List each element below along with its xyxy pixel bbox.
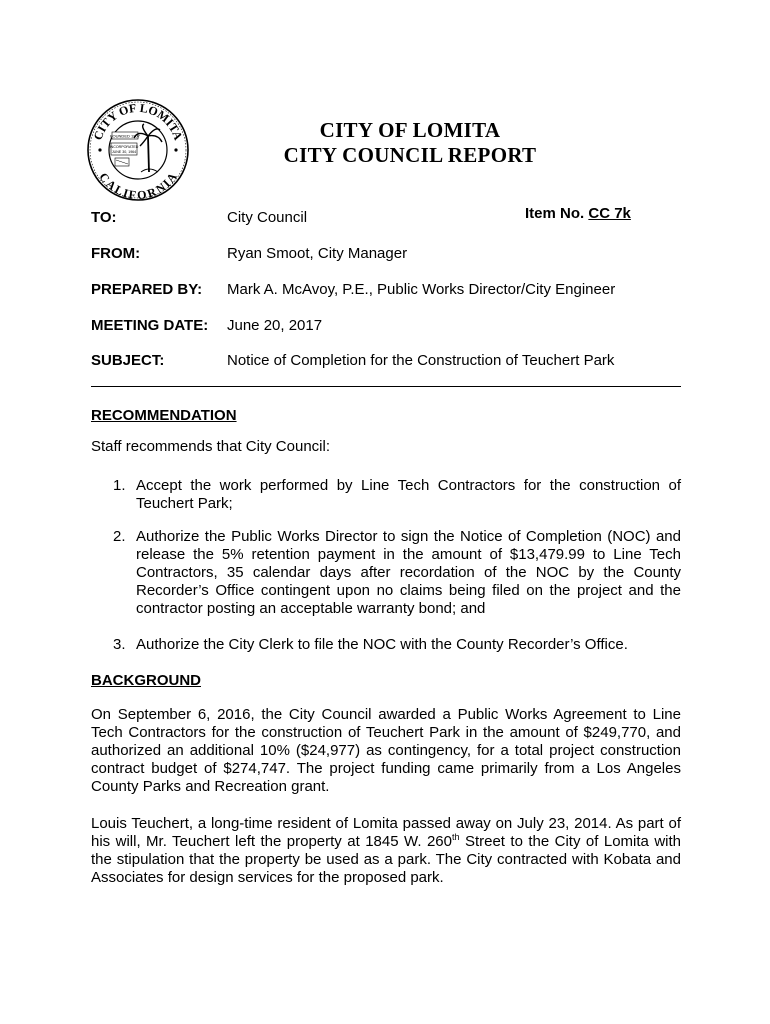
- para2-superscript: th: [451, 832, 460, 842]
- list-text: Authorize the Public Works Director to sign the Notice of Completion (NOC) and release the 5% retention payment in the amount of $13,479.99 to Line Tech Contractors, 35 calendar days after recordation of the NOC by the County Recorder’s Office contingent upon no claims being filed on the project and the contractor posting an acceptable warranty bond; and: [136, 528, 681, 617]
- from-label: FROM:: [91, 245, 141, 262]
- para2-text-a: Louis Teuchert, a long-time resident of Lomita passed away on July 23, 2014. As part of his will, Mr. Teuchert left the property at 1845 W. 260: [91, 815, 681, 850]
- svg-text:CALIFORNIA: [96, 170, 179, 202]
- subject-value: Notice of Completion for the Construction of Teuchert Park: [227, 352, 615, 369]
- prepared-by-label: PREPARED BY:: [91, 281, 203, 298]
- seal-incorporated-text: INCORPORATED: [109, 145, 139, 149]
- recommendation-item: [113, 636, 681, 654]
- seal-founded-text: FOUNDED 1907: [110, 133, 140, 139]
- from-value: Ryan Smoot, City Manager: [227, 245, 408, 262]
- recommendation-item: [113, 477, 681, 513]
- list-text: Authorize the City Clerk to file the NOC with the County Recorder’s Office.: [136, 636, 628, 653]
- to-value: City Council: [227, 209, 308, 226]
- recommendation-item: [113, 528, 681, 618]
- list-number: 2.: [113, 528, 126, 545]
- para2-text-b: Street to the City of Lomita with the stipulation that the property be used as a park. The City contracted with Kobata and Associates for design services for the proposed park.: [91, 833, 682, 886]
- header-divider: [91, 386, 681, 387]
- seal-top-text: CITY OF LOMITA: [90, 100, 186, 142]
- seal-incorporated-date: JUNE 30, 1964: [111, 150, 137, 154]
- subject-label: SUBJECT:: [91, 352, 165, 369]
- list-number: 1.: [113, 477, 126, 494]
- background-heading: BACKGROUND: [91, 672, 201, 689]
- list-number: 3.: [113, 636, 126, 653]
- background-paragraph-2: [91, 815, 681, 887]
- report-title-type: CITY COUNCIL REPORT: [283, 143, 537, 167]
- recommendation-heading: RECOMMENDATION: [91, 407, 237, 424]
- item-number-code: CC 7k: [588, 205, 631, 222]
- item-number: [525, 205, 631, 222]
- recommendation-intro: Staff recommends that City Council:: [91, 438, 330, 455]
- prepared-by-value: Mark A. McAvoy, P.E., Public Works Director/City Engineer: [227, 281, 616, 298]
- meeting-date-value: June 20, 2017: [227, 317, 323, 334]
- meeting-date-label: MEETING DATE:: [91, 317, 209, 334]
- item-number-label: Item No.: [525, 205, 585, 222]
- report-title-city: CITY OF LOMITA: [319, 118, 501, 142]
- background-paragraph-1: On September 6, 2016, the City Council awarded a Public Works Agreement to Line Tech Contractors for the construction of Teuchert Park in the amount of $249,770, and authorized an additional 10% ($24,977) as contingency, for a total project construction contract budget of $274,747. The project funding came primarily from a Los Angeles County Parks and Recreation grant.: [91, 706, 681, 795]
- list-text: Accept the work performed by Line Tech Contractors for the construction of Teuchert Park;: [136, 477, 681, 512]
- to-label: TO:: [91, 209, 117, 226]
- city-seal-logo: [86, 98, 190, 202]
- seal-bottom-text: CALIFORNIA: [96, 169, 180, 202]
